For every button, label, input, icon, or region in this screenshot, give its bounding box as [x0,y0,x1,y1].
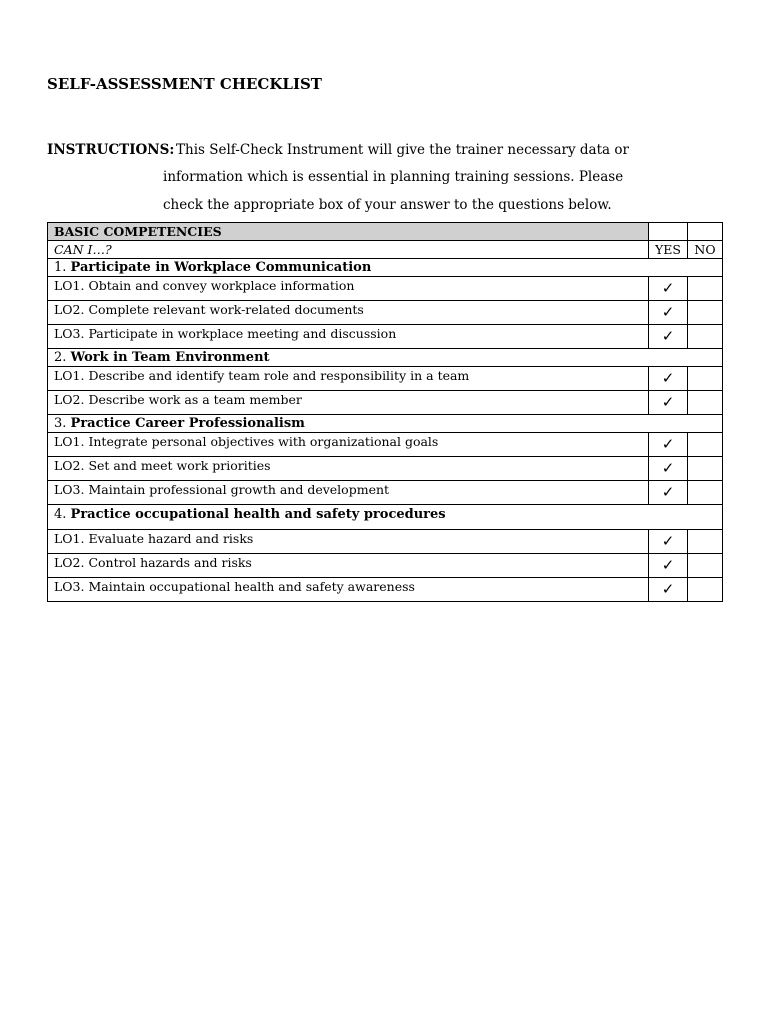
learning-outcome-text: LO3. Maintain occupational health and safety awareness [48,578,649,602]
section-number: 2. [54,350,67,365]
no-checkbox-cell[interactable] [688,391,723,415]
no-checkbox-cell[interactable] [688,554,723,578]
table-row [48,301,723,325]
section-heading [48,349,723,367]
yes-checkbox-cell[interactable] [649,530,688,554]
section-number: 1. [54,260,67,275]
yes-checkbox-cell[interactable] [649,433,688,457]
table-row [48,578,723,602]
check-mark-icon: ✓ [661,459,675,477]
no-checkbox-cell[interactable] [688,301,723,325]
section-row [48,505,723,530]
instructions-label: INSTRUCTIONS: [47,142,175,158]
yes-checkbox-cell[interactable] [649,301,688,325]
table-row [48,391,723,415]
no-checkbox-cell[interactable] [688,367,723,391]
check-mark-icon: ✓ [661,483,675,501]
table-row [48,457,723,481]
yes-checkbox-cell[interactable] [649,578,688,602]
learning-outcome-text: LO3. Maintain professional growth and development [48,481,649,505]
yes-checkbox-cell[interactable] [649,554,688,578]
instructions-line-3: check the appropriate box of your answer to the questions below. [163,197,612,213]
learning-outcome-text: LO2. Complete relevant work-related documents [48,301,649,325]
learning-outcome-text: LO2. Set and meet work priorities [48,457,649,481]
table-header-row [48,223,723,241]
check-mark-icon: ✓ [661,393,675,411]
yes-checkbox-cell[interactable] [649,457,688,481]
yes-checkbox-cell[interactable] [649,325,688,349]
section-heading [48,259,723,277]
section-title: Participate in Workplace Communication [70,260,372,275]
no-checkbox-cell[interactable] [688,325,723,349]
yes-checkbox-cell[interactable] [649,277,688,301]
table-row [48,530,723,554]
learning-outcome-text: LO1. Obtain and convey workplace information [48,277,649,301]
page-title: SELF-ASSESSMENT CHECKLIST [47,75,322,93]
header-no-cell [688,223,723,241]
no-checkbox-cell[interactable] [688,277,723,301]
learning-outcome-text: LO1. Evaluate hazard and risks [48,530,649,554]
no-checkbox-cell[interactable] [688,530,723,554]
no-checkbox-cell[interactable] [688,578,723,602]
check-mark-icon: ✓ [661,532,675,550]
header-yes-cell [649,223,688,241]
section-title: Practice Career Professionalism [70,416,305,431]
section-heading [48,505,723,530]
section-title: Work in Team Environment [70,350,270,365]
check-mark-icon: ✓ [661,303,675,321]
section-title: Practice occupational health and safety procedures [70,507,446,522]
check-mark-icon: ✓ [661,580,675,598]
learning-outcome-text: LO1. Integrate personal objectives with organizational goals [48,433,649,457]
table-row [48,554,723,578]
yes-checkbox-cell[interactable] [649,391,688,415]
check-mark-icon: ✓ [661,327,675,345]
learning-outcome-text: LO2. Describe work as a team member [48,391,649,415]
no-column-header: NO [688,241,723,259]
section-heading [48,415,723,433]
learning-outcome-text: LO2. Control hazards and risks [48,554,649,578]
instructions-line-1: This Self-Check Instrument will give the trainer necessary data or [176,142,629,158]
section-number: 3. [54,416,67,431]
can-i-prompt: CAN I…? [48,241,649,259]
basic-competencies-header: BASIC COMPETENCIES [48,223,649,241]
learning-outcome-text: LO3. Participate in workplace meeting and discussion [48,325,649,349]
yes-checkbox-cell[interactable] [649,367,688,391]
table-row [48,433,723,457]
check-mark-icon: ✓ [661,279,675,297]
table-row [48,277,723,301]
prompt-row [48,241,723,259]
table-row [48,325,723,349]
section-number: 4. [54,507,67,522]
table-row [48,367,723,391]
section-row [48,415,723,433]
no-checkbox-cell[interactable] [688,481,723,505]
check-mark-icon: ✓ [661,435,675,453]
check-mark-icon: ✓ [661,556,675,574]
no-checkbox-cell[interactable] [688,457,723,481]
learning-outcome-text: LO1. Describe and identify team role and responsibility in a team [48,367,649,391]
table-row [48,481,723,505]
no-checkbox-cell[interactable] [688,433,723,457]
competency-checklist-table [47,222,723,602]
section-row [48,349,723,367]
check-mark-icon: ✓ [661,369,675,387]
yes-checkbox-cell[interactable] [649,481,688,505]
section-row [48,259,723,277]
instructions-line-2: information which is essential in planning training sessions. Please [163,169,624,185]
yes-column-header: YES [649,241,688,259]
